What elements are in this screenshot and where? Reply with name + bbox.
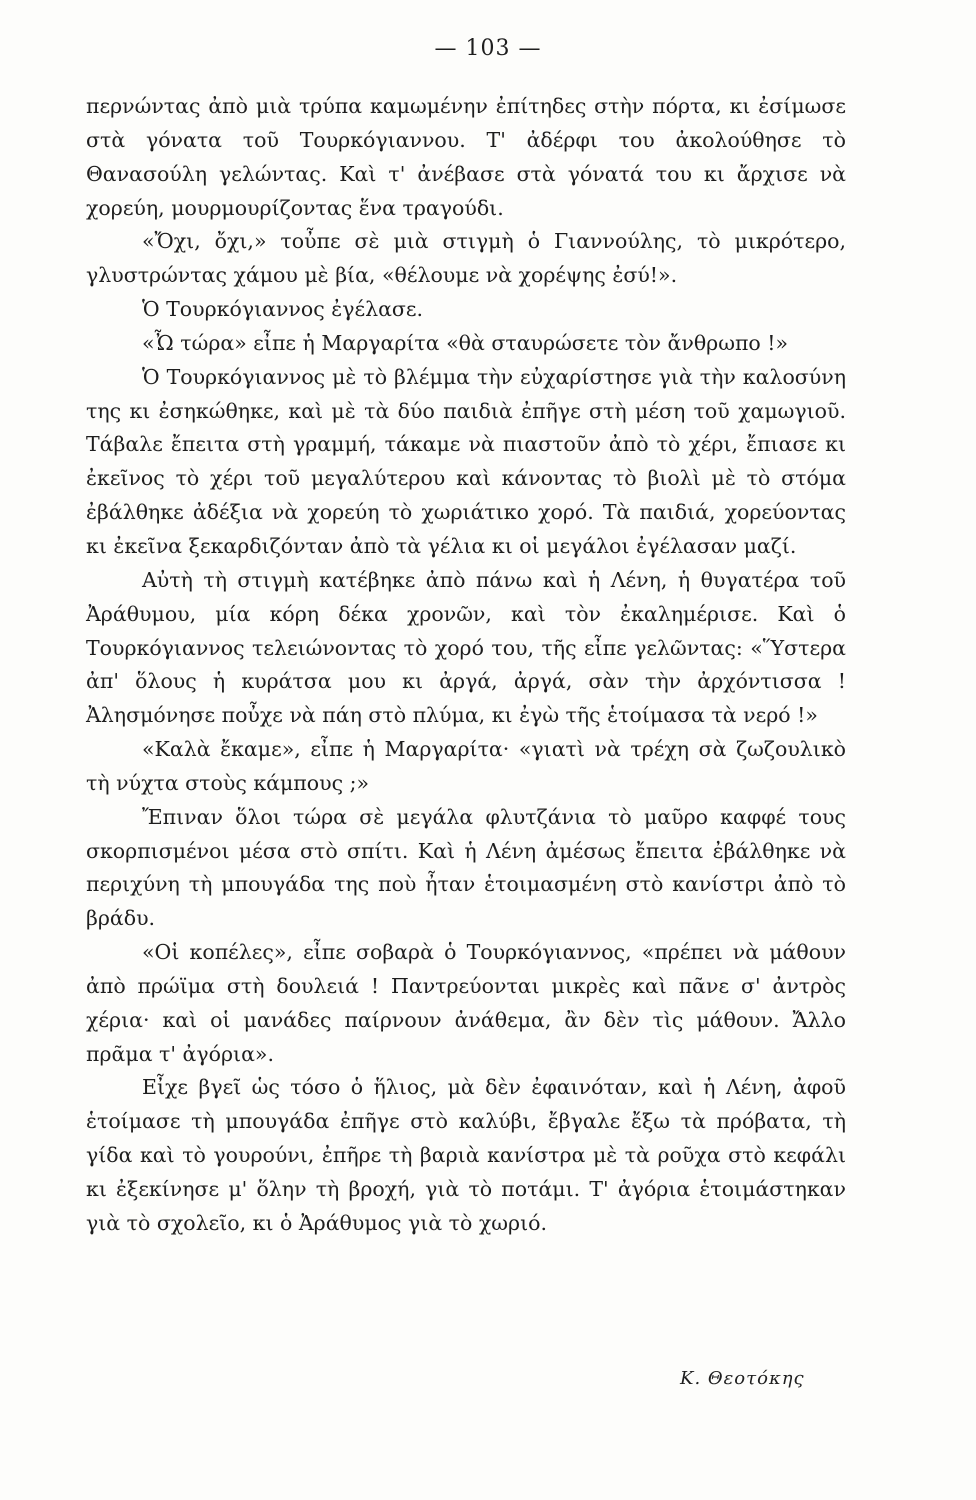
paragraph: «Ὦ τώρα» εἶπε ἡ Μαργαρίτα «θὰ σταυρώσετε τὸν ἄνθρωπο !» (142, 330, 789, 355)
paragraph: Ὁ Τουρκόγιαννος μὲ τὸ βλέμμα τὴν εὐχαρίστησε γιὰ τὴν καλοσύνη της κι ἐσηκώθηκε, καὶ μὲ τὰ δύο παιδιὰ ἐπῆγε στὴ μέση τοῦ χαμωγιοῦ. Τάβαλε ἔπειτα στὴ γραμμή, τάκαμε νὰ πιαστοῦν ἀπὸ τὸ χέρι, ἔπιασε κι ἐκεῖνος τὸ χέρι τοῦ μεγαλύτερου καὶ κάνοντας τὸ βιολὶ μὲ τὸ στόμα ἐβάλθηκε ἀδέξια νὰ χορεύη τὸ χωριάτικο χορό. Τὰ παιδιά, χορεύοντας κι ἐκεῖνα ξεκαρδιζόνταν ἀπὸ τὰ γέλια κι οἱ μεγάλοι ἐγέλασαν μαζί. (86, 364, 846, 558)
author-signature: Κ. Θεοτόκης (680, 1368, 805, 1389)
paragraph: Εἶχε βγεῖ ὡς τόσο ὁ ἥλιος, μὰ δὲν ἐφαινόταν, καὶ ἡ Λένη, ἀφοῦ ἑτοίμασε τὴ μπουγάδα ἐπῆγε στὸ καλύβι, ἔβγαλε ἔξω τὰ πρόβατα, τὴ γίδα καὶ τὸ γουρούνι, ἐπῆρε τὴ βαριὰ κανίστρα μὲ τὰ ροῦχα στὸ κεφάλι κι ἐξεκίνησε μ' ὅλην τὴ βροχή, γιὰ τὸ ποτάμι. Τ' ἀγόρια ἑτοιμάστηκαν γιὰ τὸ σχολεῖο, κι ὁ Ἀράθυμος γιὰ τὸ χωριό. (86, 1075, 846, 1235)
paragraph: «Καλὰ ἔκαμε», εἶπε ἡ Μαργαρίτα· «γιατὶ νὰ τρέχη σὰ ζωζουλικὸ τὴ νύχτα στοὺς κάμπους ;» (86, 737, 846, 795)
page-number: — 103 — (434, 36, 542, 61)
paragraph: Ὁ Τουρκόγιαννος ἐγέλασε. (142, 297, 424, 322)
paragraph: «Ὄχι, ὄχι,» τοὖπε σὲ μιὰ στιγμὴ ὁ Γιαννούλης, τὸ μικρότερο, γλυστρώντας χάμου μὲ βία, «θέλουμε νὰ χορέψης ἐσύ!». (86, 229, 846, 288)
paragraph: Αὐτὴ τὴ στιγμὴ κατέβηκε ἀπὸ πάνω καὶ ἡ Λένη, ἡ θυγατέρα τοῦ Ἀράθυμου, μία κόρη δέκα χρονῶν, καὶ τὸν ἐκαλημέρισε. Καὶ ὁ Τουρκόγιαννος τελειώνοντας τὸ χορό του, τῆς εἶπε γελῶντας: «Ὕστερα ἀπ' ὅλους ἡ κυράτσα μου κι ἀργά, ἀργά, σὰν τὴν ἀρχόντισσα ! Ἀλησμόνησε ποὖχε νὰ πάη στὸ πλύμα, κι ἐγὼ τῆς ἑτοίμασα τὰ νερό !» (86, 567, 846, 728)
paragraph: Ἔπιναν ὅλοι τώρα σὲ μεγάλα φλυτζάνια τὸ μαῦρο καφφέ τους σκορπισμένοι μέσα στὸ σπίτι. Καὶ ἡ Λένη ἀμέσως ἔπειτα ἐβάλθηκε νὰ περιχύνη τὴ μπουγάδα της ποὺ ἦταν ἑτοιμασμένη στὸ κανίστρι ἀπὸ τὸ βράδυ. (86, 804, 846, 931)
paragraph: «Οἱ κοπέλες», εἶπε σοβαρὰ ὁ Τουρκόγιαννος, «πρέπει νὰ μάθουν ἀπὸ πρώϊμα στὴ δουλειά ! Παντρεύονται μικρὲς καὶ πᾶνε σ' ἀντρὸς χέρια· καὶ οἱ μανάδες παίρνουν ἀνάθεμα, ἂν δὲν τὶς μάθουν. Ἄλλο πρᾶμα τ' ἀγόρια». (86, 940, 846, 1066)
paragraph: περνώντας ἀπὸ μιὰ τρύπα καμωμένην ἐπίτηδες στὴν πόρτα, κι ἐσίμωσε στὰ γόνατα τοῦ Τουρκόγιαννου. Τ' ἀδέρφι του ἀκολούθησε τὸ Θανασούλη γελώντας. Καὶ τ' ἀνέβασε στὰ γόνατά του κι ἄρχισε νὰ χορεύη, μουρμουρίζοντας ἕνα τραγούδι. (86, 94, 846, 220)
body-text (86, 90, 846, 1241)
